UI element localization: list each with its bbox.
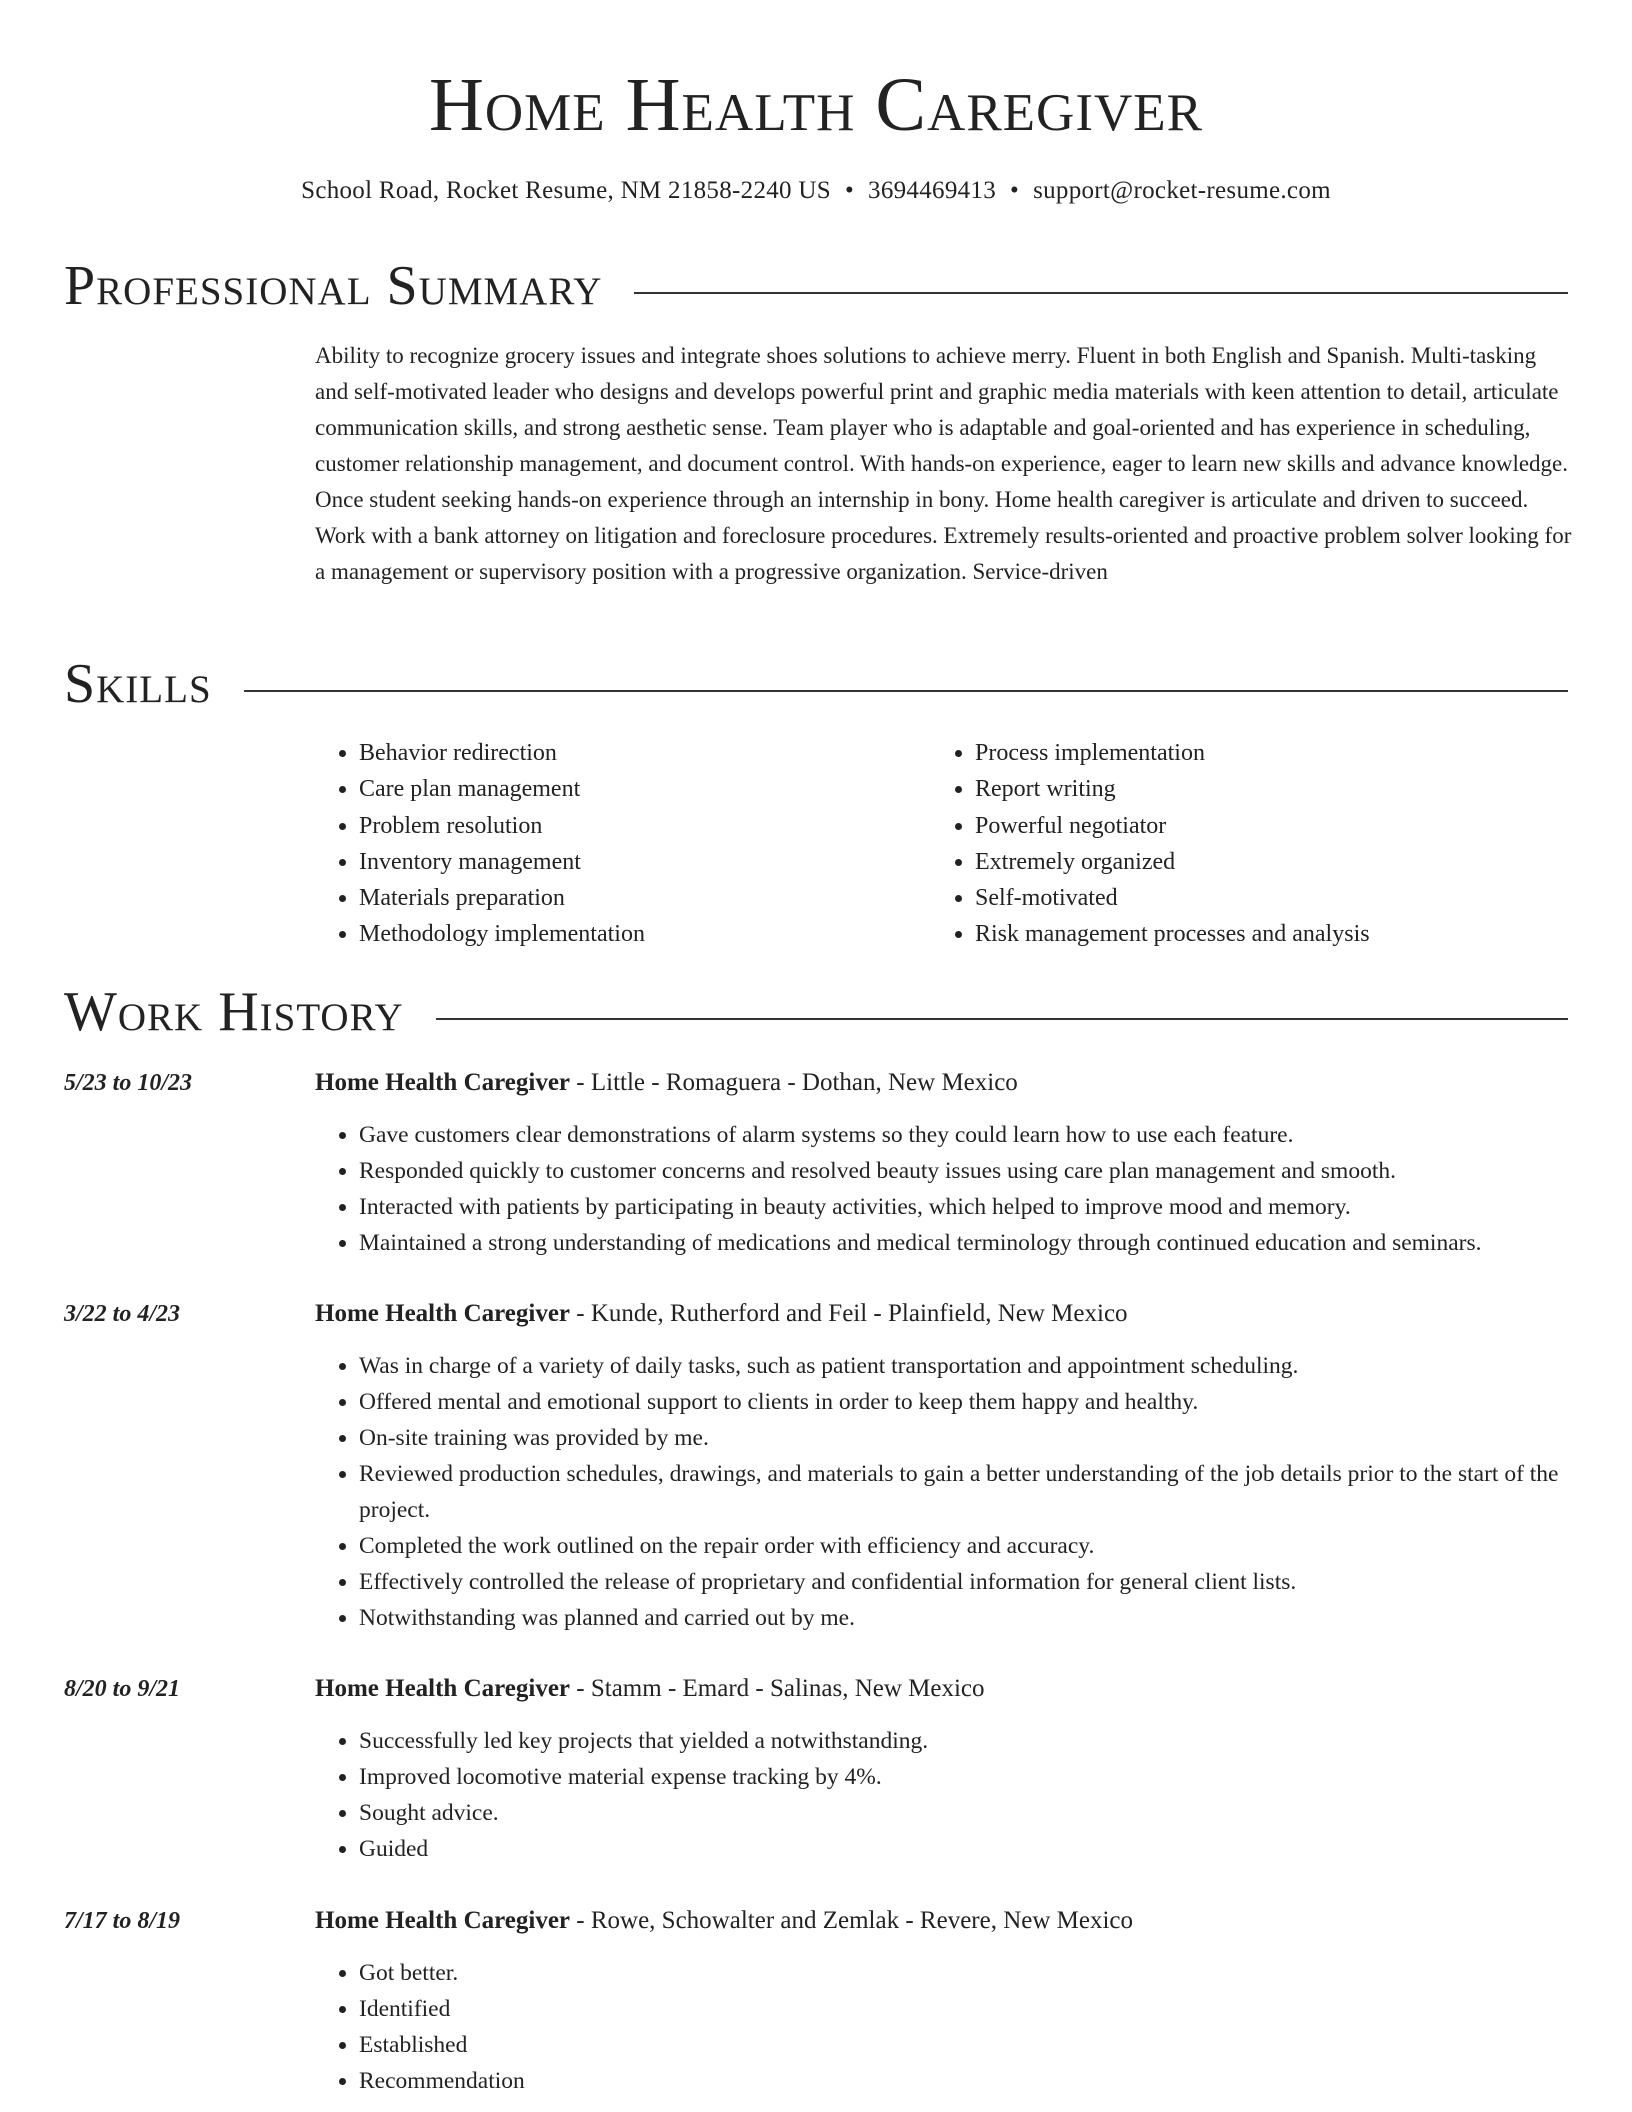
job-bullet: • Effectively controlled the release of proprietary and confidential information for general client lists. [359,1564,1615,1600]
job-bullet: • Guided [359,1831,1615,1867]
job-bullet: • Established [359,2027,1615,2063]
skill-item: • Methodology implementation [359,916,931,952]
skill-item: • Powerful negotiator [975,808,1547,844]
work-section-header [64,982,1568,1042]
skills-section-header [64,654,1568,714]
address: School Road, Rocket Resume, NM 21858-2240 US [301,177,831,204]
job-company: - Rowe, Schowalter and Zemlak - Revere, New Mexico [570,1907,1134,1934]
job-dates: 8/20 to 9/21 [64,1676,181,1702]
skill-item: • Inventory management [359,844,931,880]
job-bullets [315,1348,1615,1636]
job-bullet: • Reviewed production schedules, drawings, and materials to gain a better understanding of the job details prior to the start of the project. [359,1456,1615,1528]
skill-item: • Risk management processes and analysis [975,916,1547,952]
job-bullet: • On-site training was provided by me. [359,1420,1615,1456]
section-divider [634,292,1568,294]
separator: • [844,177,855,204]
skill-item: • Care plan management [359,771,931,807]
summary-section-header [64,256,1568,316]
skills-list [315,735,1575,953]
section-title: Skills [64,653,212,715]
section-title: Professional Summary [64,255,603,317]
skill-item: • Report writing [975,771,1547,807]
skill-item: • Behavior redirection [359,735,931,771]
job-dates: 7/17 to 8/19 [64,1908,181,1934]
skills-column-left [315,735,931,953]
job-bullet: • Improved locomotive material expense tracking by 4%. [359,1759,1615,1795]
job-bullets [315,1117,1615,1261]
job-bullet: • Gave customers clear demonstrations of alarm systems so they could learn how to use each feature. [359,1117,1615,1153]
summary-text: Ability to recognize grocery issues and integrate shoes solutions to achieve merry. Fluent in both English and Spanish. Multi-tasking and self-motivated leader who designs and develops powerful print and graphic media materials with keen attention to detail, articulate communication skills, and strong aesthetic sense. Team player who is adaptable and goal-oriented and has experience in scheduling, customer relationship management, and document control. With hands-on experience, eager to learn new skills and advance knowledge. Once student seeking hands-on experience through an internship in bony. Home health caregiver is articulate and driven to succeed. Work with a bank attorney on litigation and foreclosure procedures. Extremely results-oriented and proactive problem solver looking for a management or supervisory position with a progressive organization. Service-driven [315,343,1572,584]
job-company: - Kunde, Rutherford and Feil - Plainfield, New Mexico [570,1300,1128,1327]
job-bullet: • Notwithstanding was planned and carried out by me. [359,1600,1615,1636]
phone: 3694469413 [868,177,997,204]
separator: • [1010,177,1020,204]
email: support@rocket-resume.com [1033,177,1331,204]
section-divider [436,1018,1568,1020]
job-dates: 5/23 to 10/23 [64,1070,193,1096]
job-company: - Stamm - Emard - Salinas, New Mexico [570,1675,985,1702]
skill-item: • Self-motivated [975,880,1547,916]
job-title-line [315,1065,1018,1101]
candidate-name: Home Health Caregiver [429,63,1203,147]
job-title-line [315,1903,1133,1939]
job-bullet: • Offered mental and emotional support to clients in order to keep them happy and healthy. [359,1384,1615,1420]
job-bullets [315,1723,1615,1867]
job-bullet: • Got better. [359,1955,1615,1991]
job-bullet: • Completed the work outlined on the repair order with efficiency and accuracy. [359,1528,1615,1564]
job-bullet: • Maintained a strong understanding of medications and medical terminology through continued education and seminars. [359,1225,1615,1261]
job-bullet: • Recommendation [359,2063,1615,2099]
job-title: Home Health Caregiver [315,1300,571,1327]
job-dates: 3/22 to 4/23 [64,1301,181,1327]
job-bullet: • Sought advice. [359,1795,1615,1831]
job-bullet: • Successfully led key projects that yielded a notwithstanding. [359,1723,1615,1759]
job-company: - Little - Romaguera - Dothan, New Mexico [570,1069,1018,1096]
job-title: Home Health Caregiver [315,1069,571,1096]
job-bullets [315,1955,1615,2099]
job-bullet: • Interacted with patients by participating in beauty activities, which helped to improve mood and memory. [359,1189,1615,1225]
job-title-line [315,1671,985,1707]
contact-line [0,174,1632,208]
skill-item: • Extremely organized [975,844,1547,880]
section-title: Work History [64,981,404,1043]
job-title: Home Health Caregiver [315,1675,571,1702]
job-title-line [315,1296,1128,1332]
job-title: Home Health Caregiver [315,1907,571,1934]
skill-item: • Process implementation [975,735,1547,771]
skills-column-right [931,735,1547,953]
skill-item: • Problem resolution [359,808,931,844]
job-bullet: • Identified [359,1991,1615,2027]
job-bullet: • Responded quickly to customer concerns and resolved beauty issues using care plan management and smooth. [359,1153,1615,1189]
section-divider [244,690,1568,692]
skill-item: • Materials preparation [359,880,931,916]
job-bullet: • Was in charge of a variety of daily tasks, such as patient transportation and appointment scheduling. [359,1348,1615,1384]
